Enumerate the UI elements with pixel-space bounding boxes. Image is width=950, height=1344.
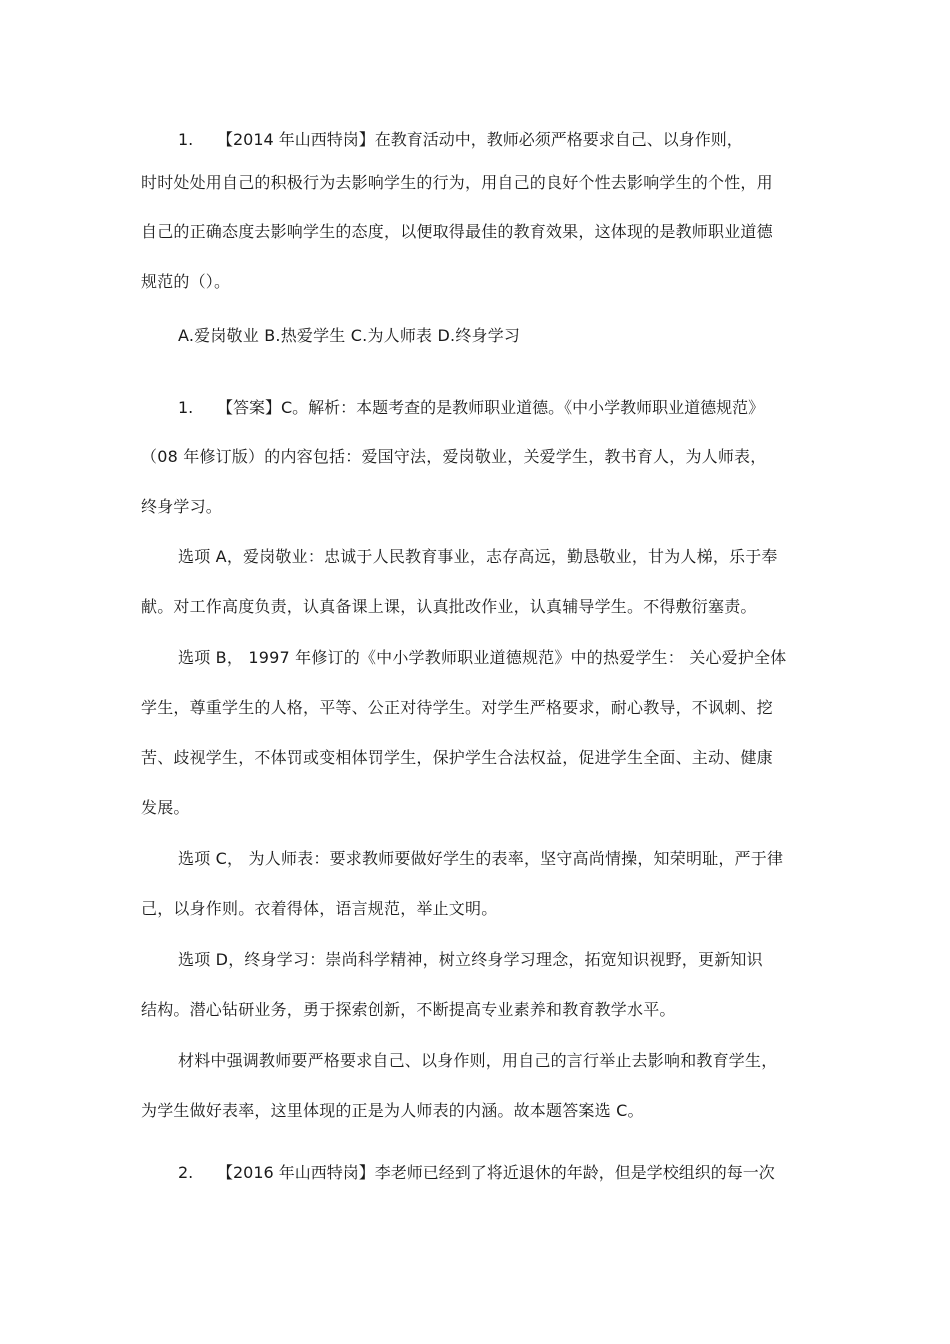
question-stem-line: 自己的正确态度去影响学生的态度，以便取得最佳的教育效果，这体现的是教师职业道德 (141, 222, 773, 241)
option-b-explanation: 苦、歧视学生，不体罚或变相体罚学生，保护学生合法权益，促进学生全面、主动、健康 (141, 748, 773, 767)
question-stem-first-line: 【2014 年山西特岗】在教育活动中，教师必须严格要求自己、以身作则， (217, 130, 743, 149)
answer-line: （08 年修订版）的内容包括：爱国守法，爱岗敬业，关爱学生，教书育人，为人师表， (141, 447, 767, 466)
question-stem-line: 时时处处用自己的积极行为去影响学生的行为，用自己的良好个性去影响学生的个性，用 (141, 173, 773, 192)
option-d-explanation: 结构。潜心钻研业务，勇于探索创新，不断提高专业素养和教育教学水平。 (141, 1000, 676, 1019)
answer-first-line: 【答案】C。解析：本题考查的是教师职业道德。《中小学教师职业道德规范》 (217, 398, 765, 417)
question-stem-line: 规范的（）。 (141, 272, 231, 291)
answer-conclusion: 为学生做好表率，这里体现的正是为人师表的内涵。故本题答案选 C。 (141, 1101, 644, 1120)
option-a-explanation: 选项 A，爱岗敬业：忠诚于人民教育事业，志存高远，勤恳敬业，甘为人梯，乐于奉 (178, 547, 778, 566)
option-c-explanation: 选项 C， 为人师表：要求教师要做好学生的表率，坚守高尚情操，知荣明耻，严于律 (178, 849, 784, 868)
question-number: 2. (178, 1163, 194, 1182)
option-b-explanation: 选项 B， 1997 年修订的《中小学教师职业道德规范》中的热爱学生： 关心爱护全体 (178, 648, 787, 667)
option-b-explanation: 发展。 (141, 798, 190, 817)
option-d-explanation: 选项 D，终身学习：崇尚科学精神，树立终身学习理念，拓宽知识视野，更新知识 (178, 950, 763, 969)
answer-number: 1. (178, 398, 194, 417)
question-stem-first-line: 【2016 年山西特岗】李老师已经到了将近退休的年龄，但是学校组织的每一次 (217, 1163, 775, 1182)
question-options: A.爱岗敬业 B.热爱学生 C.为人师表 D.终身学习 (178, 326, 521, 345)
option-b-explanation: 学生，尊重学生的人格，平等、公正对待学生。对学生严格要求，耐心教导，不讽刺、挖 (141, 698, 773, 717)
option-a-explanation: 献。对工作高度负责，认真备课上课，认真批改作业，认真辅导学生。不得敷衍塞责。 (141, 597, 757, 616)
answer-conclusion: 材料中强调教师要严格要求自己、以身作则，用自己的言行举止去影响和教育学生， (178, 1051, 778, 1070)
answer-line: 终身学习。 (141, 497, 223, 516)
question-number: 1. (178, 130, 194, 149)
option-c-explanation: 己，以身作则。衣着得体，语言规范，举止文明。 (141, 899, 498, 918)
